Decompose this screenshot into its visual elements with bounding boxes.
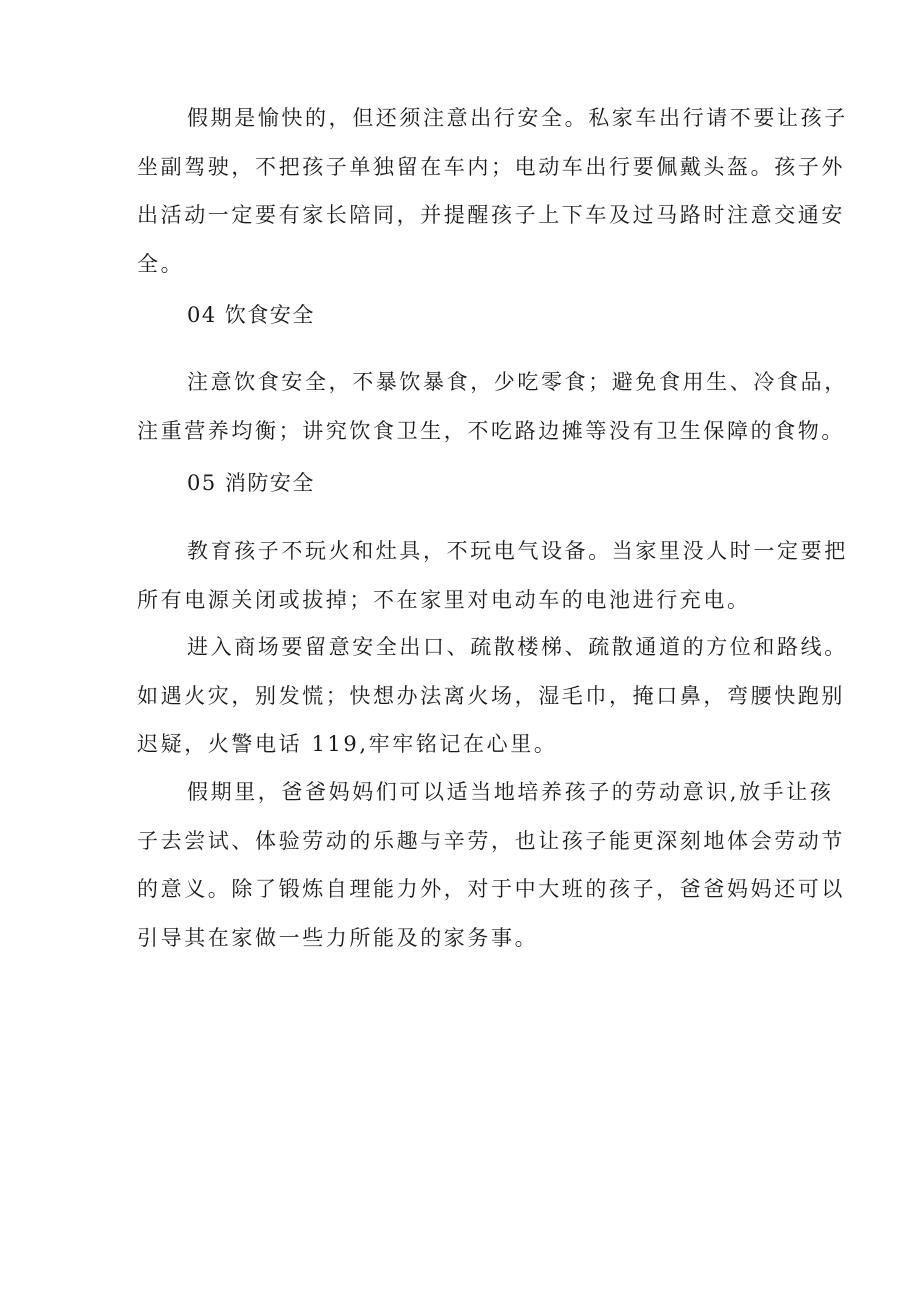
text-line: 进入商场要留意安全出口、疏散楼梯、疏散通道的方位和路线。 xyxy=(187,635,848,659)
paragraph-fire-safety-1 xyxy=(137,527,848,624)
text-line: 出活动一定要有家长陪同，并提醒孩子上下车及过马路时注意交通安 xyxy=(137,203,845,227)
paragraph-labor-education xyxy=(137,768,845,962)
text-line: 引导其在家做一些力所能及的家务事。 xyxy=(137,925,539,950)
heading-food-safety: 04 饮食安全 xyxy=(187,303,315,327)
text-line: 如遇火灾，别发慌；快想办法离火场，湿毛巾，掩口鼻，弯腰快跑别 xyxy=(137,683,845,708)
text-line: 子去尝试、体验劳动的乐趣与辛劳，也让孩子能更深刻地体会劳动节 xyxy=(137,828,845,853)
text-line: 注重营养均衡；讲究饮食卫生，不吃路边摊等没有卫生保障的食物。 xyxy=(137,418,845,443)
text-line: 教育孩子不玩火和灶具，不玩电气设备。当家里没人时一定要把 xyxy=(187,539,848,563)
text-line: 的意义。除了锻炼自理能力外，对于中大班的孩子，爸爸妈妈还可以 xyxy=(137,877,845,901)
text-line: 坐副驾驶，不把孩子单独留在车内；电动车出行要佩戴头盔。孩子外 xyxy=(137,154,845,179)
text-line: 注意饮食安全，不暴饮暴食，少吃零食；避免食用生、冷食品， xyxy=(187,370,848,394)
text-line: 全。 xyxy=(137,251,185,276)
text-line: 假期里，爸爸妈妈们可以适当地培养孩子的劳动意识,放手让孩 xyxy=(187,780,834,804)
paragraph-fire-safety-2 xyxy=(137,623,848,769)
text-line: 假期是愉快的，但还须注意出行安全。私家车出行请不要让孩子 xyxy=(187,106,848,130)
paragraph-food-safety xyxy=(137,358,848,455)
text-line: 所有电源关闭或拔掉；不在家里对电动车的电池进行充电。 xyxy=(137,587,751,612)
heading-fire-safety: 05 消防安全 xyxy=(187,471,315,495)
text-line: 迟疑，火警电话 119,牢牢铭记在心里。 xyxy=(137,732,558,756)
paragraph-travel-safety xyxy=(137,94,848,288)
